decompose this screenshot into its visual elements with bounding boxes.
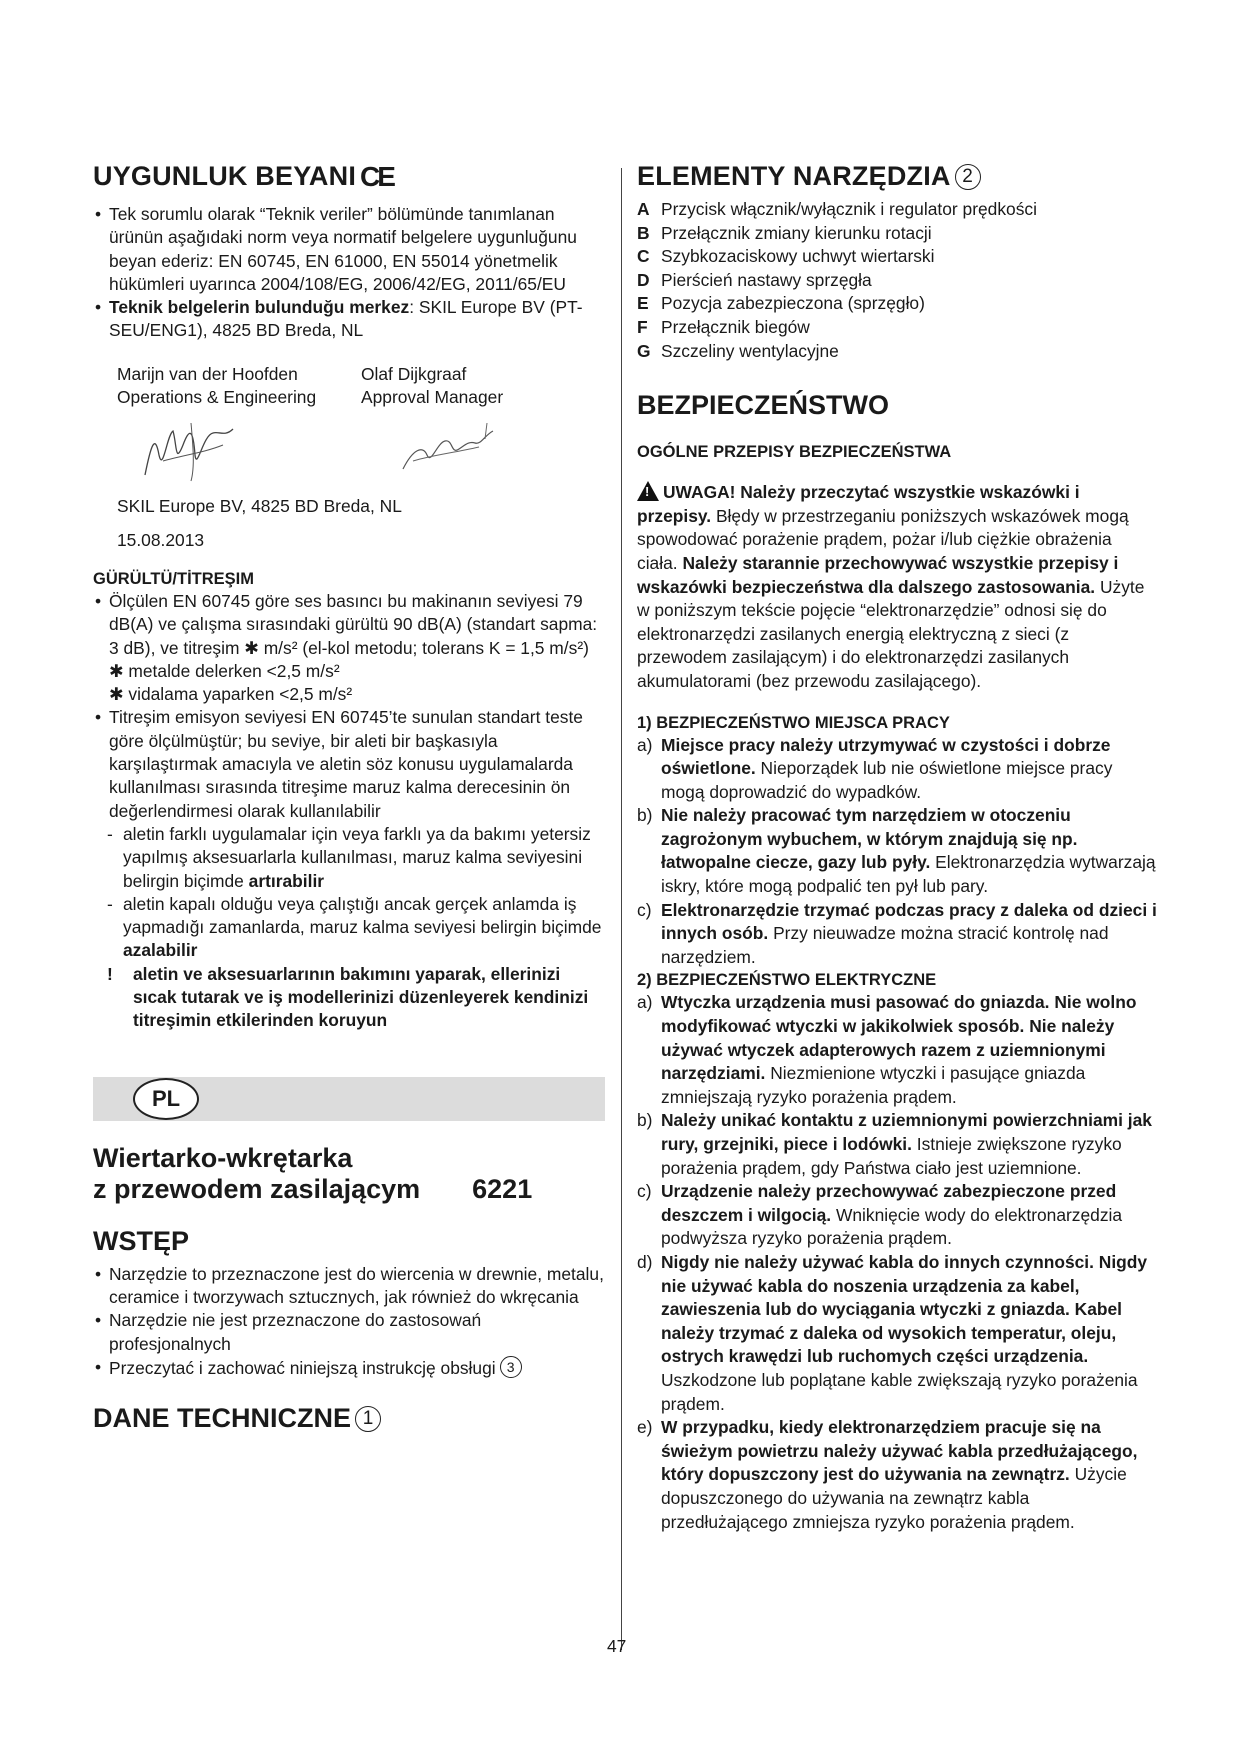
- elements-title: ELEMENTY NARZĘDZIA 2: [637, 160, 1157, 192]
- tech-data-title: DANE TECHNICZNE 1: [93, 1402, 605, 1434]
- signatory-name: Olaf Dijkgraaf: [361, 363, 467, 384]
- left-column: [93, 160, 605, 1434]
- safety-title: BEZPIECZEŃSTWO: [637, 390, 890, 421]
- product-title: Wiertarko-wkrętarka z przewodem zasilającym 6221: [93, 1142, 533, 1204]
- dash-item: - aletin farklı uygulamalar için veya farklı ya da bakımı yetersiz yapılmış aksesuarlarla kullanılması, maruz kalma seviyesini belirgin biçimde artırabilir: [93, 823, 605, 893]
- element-item: G Szczeliny wentylacyjne: [637, 340, 839, 361]
- intro-item: • Narzędzie to przeznaczone jest do wiercenia w drewnie, metalu, ceramice i tworzywach sztucznych, jak również do wkręcania: [93, 1263, 605, 1310]
- rule-item: e) W przypadku, kiedy elektronarzędziem pracuje się na świeżym powietrzu należy używać kabla przedłużającego, który dopuszczony jest do używania na zewnątrz. Użycie dopuszczonego do używania na zewnątrz kabla przedłużającego zmniejsza ryzyko porażenia prądem.: [637, 1417, 1138, 1532]
- declaration-date: 15.08.2013: [117, 529, 205, 550]
- warning-item: ! aletin ve aksesuarlarının bakımını yaparak, ellerinizi sıcak tutarak ve iş modellerinizi düzenleyerek kendinizi titreşimin etkilerinden koruyun: [93, 963, 605, 1033]
- signature-images: [93, 409, 605, 489]
- figure-ref-icon: 3: [500, 1356, 522, 1378]
- conformity-item: • Tek sorumlu olarak “Teknik veriler” bölümünde tanımlanan ürünün aşağıdaki norm veya normatif belgelere uygunluğunu beyan ederiz: EN 60745, EN 61000, EN 55014 yönetmelik hükümleri uyarınca 2004/108/EG, 2006/42/EG, 2011/65/EU: [93, 203, 605, 296]
- rule-item: b) Należy unikać kontaktu z uziemnionymi powierzchniami jak rury, grzejniki, piece i lodówki. Istnieje zwiększone ryzyko porażenia prądem, gdy Państwa ciało jest uziemnione.: [637, 1110, 1152, 1178]
- intro-title: WSTĘP: [93, 1225, 190, 1256]
- warning-list: [93, 963, 605, 1033]
- general-safety-title: OGÓLNE PRZEPISY BEZPIECZEŃSTWA: [637, 443, 952, 462]
- rule-item: a) Wtyczka urządzenia musi pasować do gniazda. Nie wolno modyfikować wtyczki w jakikolwiek sposób. Nie należy używać wtyczek adapterowych razem z uziemnionymi narzędziami. Niezmienione wtyczki i pasujące gniazda zmniejszają ryzyko porażenia prądem.: [637, 992, 1137, 1107]
- general-warning: ! UWAGA! Należy przeczytać wszystkie wskazówki i przepisy. Błędy w przestrzeganiu poniższych wskazówek mogą spowodować porażenie prądem, pożar i/lub ciężkie obrażenia ciała. Należy starannie przechowywać wszystkie przepisy i wskazówki bezpieczeństwa dla dalszego zastosowania. Użyte w poniższym tekście pojęcie “elektronarzędzie” odnosi się do elektronarzędzi zasilanych energią elektryczną z sieci (z przewodem zasilającym) i do elektronarzędzi zasilanych akumulatorami (bez przewodu zasilającego).: [637, 482, 1145, 691]
- tech-docs-item: • Teknik belgelerin bulunduğu merkez: SKIL Europe BV (PT-SEU/ENG1), 4825 BD Breda, NL: [93, 296, 605, 343]
- rule-item: c) Urządzenie należy przechowywać zabezpieczone przed deszczem i wilgocią. Wniknięcie wody do elektronarzędzia podwyższa ryzyko porażenia prądem.: [637, 1181, 1123, 1249]
- signatory-role: Approval Manager: [361, 387, 504, 408]
- element-item: E Pozycja zabezpieczona (sprzęgło): [637, 293, 925, 314]
- element-item: D Pierścień nastawy sprzęgła: [637, 269, 872, 290]
- signatory-1: [117, 363, 361, 410]
- signatory-2: [361, 363, 605, 410]
- column-divider: [621, 168, 622, 1650]
- work-area-title: 1) BEZPIECZEŃSTWO MIEJSCA PRACY: [637, 713, 950, 732]
- signatory-name: Marijn van der Hoofden: [117, 363, 298, 384]
- element-item: A Przycisk włącznik/wyłącznik i regulator prędkości: [637, 199, 1037, 219]
- rule-item: b) Nie należy pracować tym narzędziem w otoczeniu zagrożonym wybuchem, w którym znajdują się np. łatwopalne ciecze, gazy lub pyły. Elektronarzędzia wytwarzają iskry, które mogą podpalić ten pył lub pary.: [637, 805, 1156, 897]
- conformity-title: UYGUNLUK BEYANI CE: [93, 161, 393, 192]
- warning-triangle-icon: !: [637, 481, 659, 501]
- product-number: 6221: [472, 1173, 533, 1204]
- element-item: F Przełącznik biegów: [637, 316, 810, 337]
- rule-item: c) Elektronarzędzie trzymać podczas pracy z daleka od dzieci i innych osób. Przy nieuwadze można stracić kontrolę nad narzędziem.: [637, 899, 1157, 967]
- language-badge: PL: [133, 1078, 199, 1120]
- noise-dash-list: [93, 823, 605, 963]
- noise-item: • Ölçülen EN 60745 göre ses basıncı bu makinanın seviyesi 79 dB(A) ve çalışma sırasındaki gürültü 90 dB(A) (standart sapma: 3 dB), ve titreşim ✱ m/s² (el-kol metodu; tolerans K = 1,5 m/s²) ✱ metalde delerken <2,5 m/s² ✱ vidalama yaparken <2,5 m/s²: [93, 590, 605, 706]
- ce-mark-icon: CE: [360, 161, 393, 192]
- rule-item: a) Miejsce pracy należy utrzymywać w czystości i dobrze oświetlone. Nieporządek lub nie oświetlone miejsce pracy mogą doprowadzić do wypadków.: [637, 734, 1113, 802]
- noise-list: [93, 590, 605, 823]
- company-address: SKIL Europe BV, 4825 BD Breda, NL: [117, 496, 402, 517]
- signature-2-icon: [393, 419, 503, 479]
- electrical-rules: [637, 991, 1157, 1534]
- electrical-safety-title: 2) BEZPIECZEŃSTWO ELEKTRYCZNE: [637, 971, 937, 990]
- right-column: [637, 160, 1157, 1534]
- elements-list: [637, 198, 1157, 363]
- dash-item: - aletin kapalı olduğu veya çalıştığı ancak gerçek anlamda iş yapmadığı zamanlarda, maruz kalma seviyesi belirgin biçimde azalabilir: [93, 893, 605, 963]
- figure-ref-icon: 2: [955, 164, 981, 190]
- element-item: B Przełącznik zmiany kierunku rotacji: [637, 222, 932, 243]
- language-bar: [93, 1077, 605, 1121]
- signature-1-icon: [133, 415, 243, 485]
- element-item: C Szybkozaciskowy uchwyt wiertarski: [637, 246, 935, 267]
- signatory-role: Operations & Engineering: [117, 387, 317, 408]
- noise-title: GÜRÜLTÜ/TİTREŞIM: [93, 569, 255, 588]
- intro-item: • Narzędzie nie jest przeznaczone do zastosowań profesjonalnych: [93, 1309, 605, 1356]
- intro-list: [93, 1263, 605, 1380]
- page-number: 47: [607, 1636, 627, 1656]
- figure-ref-icon: 1: [355, 1406, 381, 1432]
- rule-item: d) Nigdy nie należy używać kabla do innych czynności. Nigdy nie używać kabla do noszenia urządzenia za kabel, zawieszenia lub do wyciągania wtyczki z gniazda. Kabel należy trzymać z daleka od wysokich temperatur, oleju, ostrych krawędzi lub ruchomych części urządzenia. Uszkodzone lub poplątane kable zwiększają ryzyko porażenia prądem.: [637, 1251, 1148, 1414]
- conformity-list: [93, 203, 605, 343]
- intro-item: • Przeczytać i zachować niniejszą instrukcję obsługi 3: [93, 1356, 605, 1380]
- work-area-rules: [637, 734, 1157, 970]
- noise-item: • Titreşim emisyon seviyesi EN 60745’te sunulan standart teste göre ölçülmüştür; bu seviye, bir aleti bir başkasıyla karşılaştırmak amacıyla ve aletin söz konusu uygulamalarda kullanılması sırasında titreşime maruz kalma derecesinin ön değerlendirmesi olarak kullanılabilir: [93, 706, 605, 822]
- signatures: [117, 363, 605, 410]
